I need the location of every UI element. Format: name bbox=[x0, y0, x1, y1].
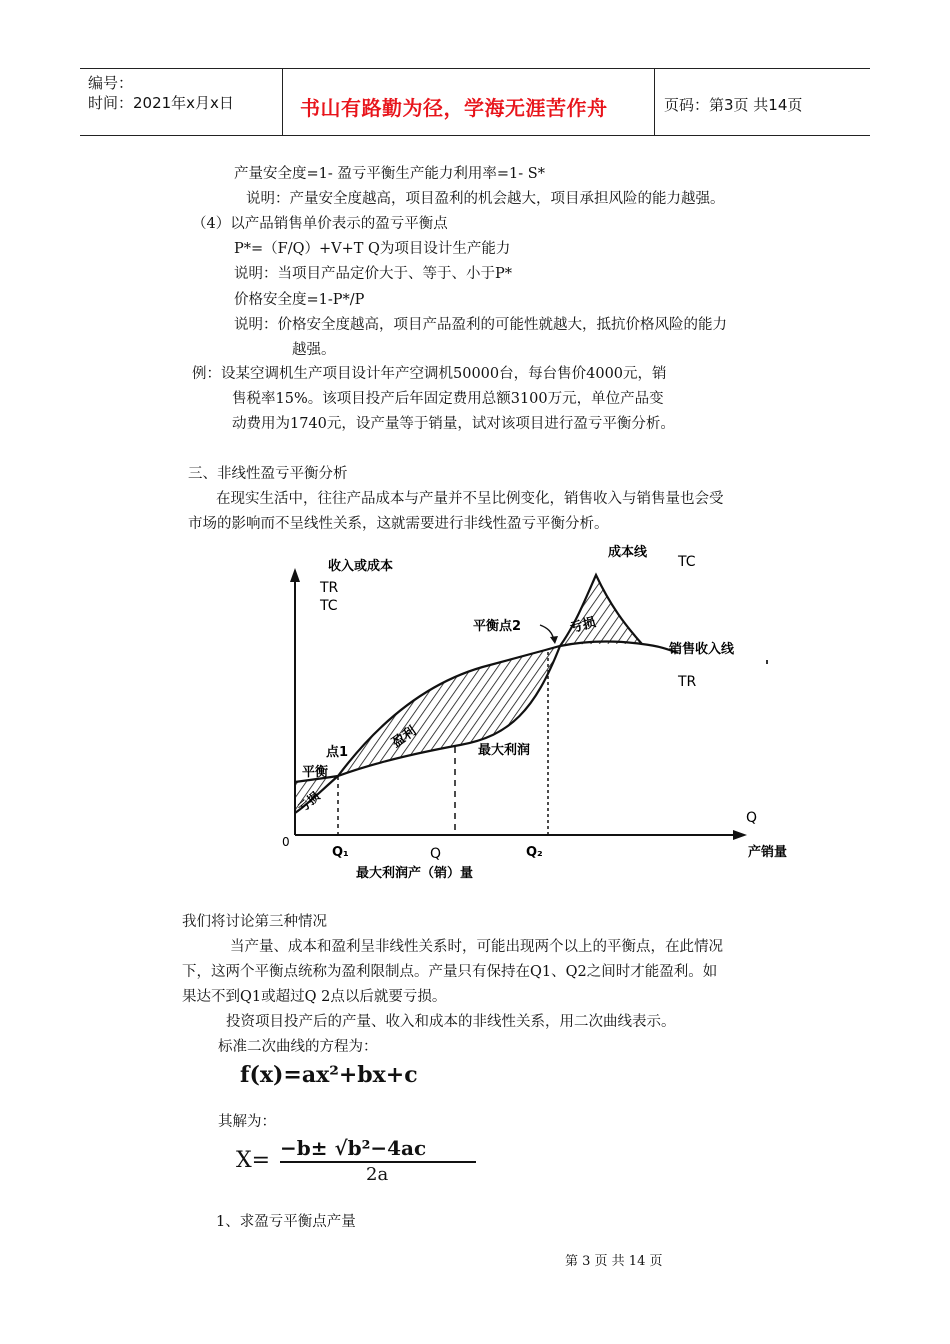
text-line: （4）以产品销售单价表示的盈亏平衡点 bbox=[192, 216, 448, 232]
header-bottom-rule bbox=[80, 135, 870, 136]
footer-page-number: 第 3 页 共 14 页 bbox=[565, 1254, 663, 1269]
cost-line-label: 成本线 bbox=[608, 545, 648, 560]
text-line: 当产量、成本和盈利呈非线性关系时，可能出现两个以上的平衡点，在此情况 bbox=[230, 939, 723, 955]
text-line: 越强。 bbox=[292, 342, 336, 358]
q1-tick: Q₁ bbox=[332, 845, 349, 860]
header-divider-2 bbox=[654, 68, 655, 135]
text-line: 标准二次曲线的方程为： bbox=[218, 1039, 378, 1055]
y-axis-title: 收入或成本 bbox=[328, 559, 394, 574]
tr-right-label: TR bbox=[678, 674, 697, 690]
text-line: 市场的影响而不呈线性关系，这就需要进行非线性盈亏平衡分析。 bbox=[188, 516, 609, 532]
text-line: 价格安全度=1-P*/P bbox=[234, 292, 365, 308]
loss-right-label: 亏损 bbox=[568, 615, 598, 637]
text-line: 说明：产量安全度越高，项目盈利的机会越大，项目承担风险的能力越强。 bbox=[246, 191, 725, 207]
text-line: P*=（F/Q）+V+T Q为项目设计生产能力 bbox=[234, 241, 511, 257]
tc-label: TC bbox=[320, 598, 338, 614]
text-line: 在现实生活中，往往产品成本与产量并不呈比例变化，销售收入与销售量也会受 bbox=[216, 491, 724, 507]
nonlinear-breakeven-chart bbox=[270, 540, 790, 885]
fraction-bar bbox=[280, 1161, 476, 1163]
text-line: 下，这两个平衡点统称为盈利限制点。产量只有保持在Q1、Q2之间时才能盈利。如 bbox=[182, 964, 718, 980]
text-line: 投资项目投产后的产量、收入和成本的非线性关系，用二次曲线表示。 bbox=[226, 1014, 676, 1030]
text-line: 1、求盈亏平衡点产量 bbox=[216, 1214, 356, 1230]
header-top-rule bbox=[80, 68, 870, 69]
text-line: 我们将讨论第三种情况 bbox=[182, 914, 327, 930]
profit-label: 盈利 bbox=[389, 723, 420, 751]
text-line: 其解为： bbox=[218, 1114, 276, 1130]
balance2-arrowhead bbox=[550, 636, 558, 644]
y-axis-arrow bbox=[290, 568, 300, 582]
text-line: 动费用为1740元，设产量等于销量，试对该项目进行盈亏平衡分析。 bbox=[232, 416, 675, 432]
text-line: 果达不到Q1或超过Q 2点以后就要亏损。 bbox=[182, 989, 447, 1005]
text-line: 说明：价格安全度越高，项目产品盈利的可能性就越大，抵抗价格风险的能力 bbox=[234, 317, 727, 333]
loss-left-label: 亏损 bbox=[295, 789, 323, 816]
text-line: 售税率15%。该项目投产后年固定费用总额3100万元，单位产品变 bbox=[232, 391, 664, 407]
text-line: 产量安全度=1- 盈亏平衡生产能力利用率=1- S* bbox=[234, 166, 545, 182]
speck bbox=[766, 660, 768, 664]
formula-lhs: X= bbox=[236, 1148, 271, 1173]
header-divider-1 bbox=[282, 68, 283, 135]
motto: 书山有路勤为径，学海无涯苦作舟 bbox=[300, 96, 608, 120]
page-label: 页码：第3页 共14页 bbox=[664, 96, 803, 114]
tc-right-label: TC bbox=[678, 554, 696, 570]
point1-label: 点1 bbox=[326, 745, 349, 760]
tr-label: TR bbox=[320, 580, 339, 596]
balance-point-2-label: 平衡点2 bbox=[473, 619, 522, 634]
formula-denominator: 2a bbox=[366, 1164, 389, 1185]
text-line: 说明：当项目产品定价大于、等于、小于P* bbox=[234, 266, 513, 282]
quadratic-equation: f(x)=ax²+bx+c bbox=[240, 1062, 418, 1088]
q-tick: Q bbox=[430, 846, 442, 862]
revenue-line-label: 销售收入线 bbox=[669, 642, 735, 657]
time-label: 时间：2021年x月x日 bbox=[88, 94, 234, 112]
q-axis-label: Q bbox=[746, 810, 758, 826]
bottom-caption: 最大利润产（销）量 bbox=[356, 866, 474, 881]
max-profit-label: 最大利润 bbox=[478, 743, 531, 758]
number-label: 编号： bbox=[88, 74, 134, 92]
balance-label: 平衡 bbox=[302, 765, 329, 780]
q2-tick: Q₂ bbox=[526, 845, 543, 860]
x-axis-title: 产销量 bbox=[748, 845, 788, 860]
text-line: 例：设某空调机生产项目设计年产空调机50000台，每台售价4000元，销 bbox=[192, 366, 667, 382]
x-axis-arrow bbox=[733, 830, 747, 840]
origin-label: 0 bbox=[282, 835, 290, 849]
section-heading: 三、非线性盈亏平衡分析 bbox=[188, 466, 348, 482]
formula-numerator: −b± √b²−4ac bbox=[280, 1136, 427, 1160]
